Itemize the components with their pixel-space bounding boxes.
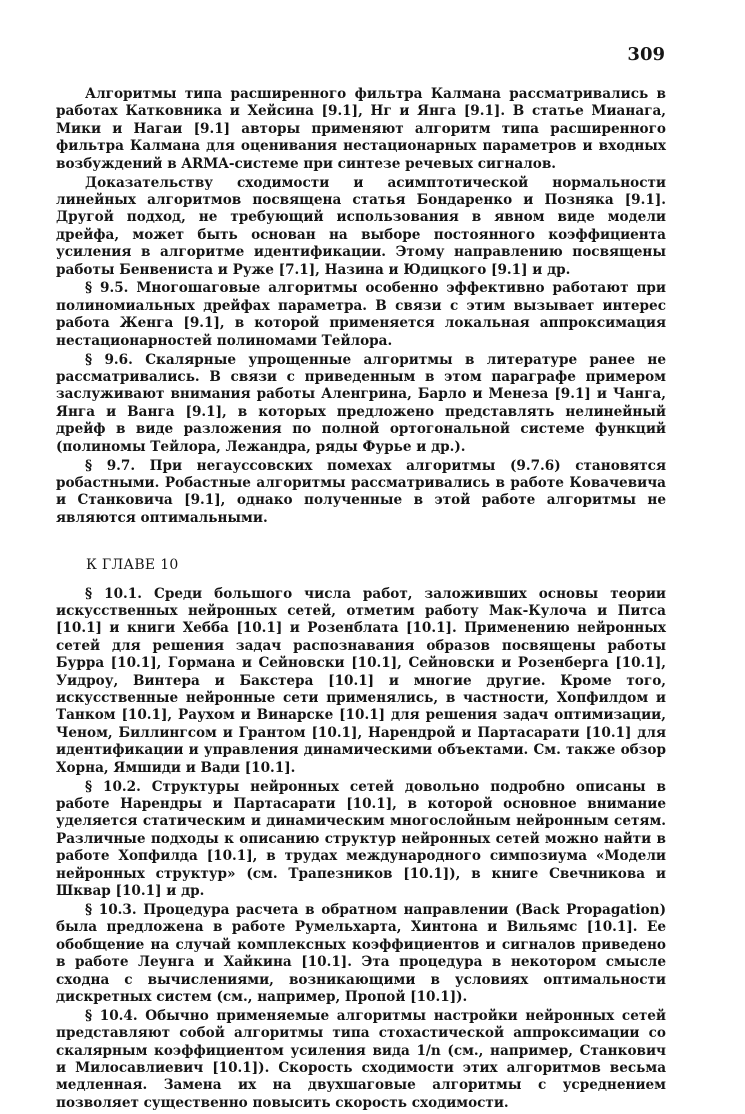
paragraph: [56, 352, 666, 456]
paragraph: [56, 779, 666, 901]
section-marker: § 9.6.: [85, 351, 133, 368]
paragraph-text: Многошаговые алгоритмы особенно эффективно работают при полиномиальных дрейфах параметра. В связи с этим вызывает интерес работа Женга [9.1], в которой применяется локальная аппроксимация нестационарностей полиномами Тейлора.: [56, 280, 666, 349]
paragraph-text: При негауссовских помехах алгоритмы (9.7.6) становятся робастными. Робастные алгоритмы рассматривались в работе Ковачевича и Станковича [9.1], однако полученные в этой работе алгоритмы не являются оптимальными.: [56, 457, 666, 526]
section-marker: § 10.2.: [85, 778, 141, 795]
paragraph: [56, 902, 666, 1006]
section-marker: § 9.5.: [85, 280, 129, 297]
paragraph: [56, 458, 666, 528]
page-text: [56, 86, 666, 1114]
paragraph-text: Обычно применяемые алгоритмы настройки нейронных сетей представляют собой алгоритмы типа стохастической аппроксимации со скалярным коэффициентом усиления вида 1/n (см., например, Станкович и Милосавлиевич [10.1]). Скорость сходимости этих алгоритмов весьма медленная. Замена их на двухшаговые алгоритмы с усреднением позволяет существенно повысить скорость сходимости.: [56, 1007, 666, 1111]
paragraph-text: Структуры нейронных сетей довольно подробно описаны в работе Нарендры и Партасарати [10.1], в которой основное внимание уделяется статическим и динамическим многослойным нейронным сетям. Различные подходы к описанию структур нейронных сетей можно найти в работе Хопфилда [10.1], в трудах международного симпозиума «Модели нейронных структур» (см. Трапезников [10.1]), в книге Свечникова и Шквар [10.1] и др.: [56, 778, 666, 899]
paragraph-text: Среди большого числа работ, заложивших основы теории искусственных нейронных сетей, отметим работу Мак-Кулоча и Питса [10.1] и книги Хебба [10.1] и Розенблата [10.1]. Применению нейронных сетей для решения задач распознавания образов посвящены работы Бурра [10.1], Гормана и Сейновски [10.1], Сейновски и Розенберга [10.1], Уидроу, Винтера и Бакстера [10.1] и многие другие. Кроме того, искусственные нейронные сети применялись, в частности, Хопфилдом и Танком [10.1], Раухом и Винарске [10.1] для решения задач оптимизации, Ченом, Биллингсом и Грантом [10.1], Нарендрой и Партасарати [10.1] для идентификации и управления динамическими объектами. См. также обзор Хорна, Ямшиди и Вади [10.1].: [56, 585, 667, 776]
paragraph: [56, 1008, 666, 1112]
section-marker: § 9.7.: [85, 457, 136, 474]
page-number: 309: [627, 44, 665, 65]
paragraph: [56, 586, 666, 777]
section-marker: § 10.3.: [85, 901, 137, 918]
paragraph: [56, 280, 666, 350]
section-marker: § 10.4.: [85, 1007, 138, 1024]
chapter-heading: К ГЛАВЕ 10: [86, 557, 179, 574]
paragraph-text: Процедура расчета в обратном направлении (Back Propagation) была предложена в работе Румельхарта, Хинтона и Вильямс [10.1]. Ее обобщение на случай комплексных коэффициентов и сигналов приведено в работе Леунга и Хайкина [10.1]. Эта процедура в некотором смысле сходна с вычислениями, возникающими в условиях оптимальности дискретных систем (см., например, Пропой [10.1]).: [56, 901, 666, 1005]
section-marker: § 10.1.: [85, 585, 142, 602]
paragraph-text: Скалярные упрощенные алгоритмы в литературе ранее не рассматривались. В связи с приведенным в этом параграфе примером заслуживают внимания работы Аленгрина, Барло и Менеза [9.1] и Чанга, Янга и Ванга [9.1], в которых предложено представлять нелинейный дрейф в виде разложения по полной ортогональной системе функций (полиномы Тейлора, Лежандра, ряды Фурье и др.).: [56, 351, 666, 455]
paragraph: Доказательству сходимости и асимптотической нормальности линейных алгоритмов посвящена статья Бондаренко и Позняка [9.1]. Другой подход, не требующий использования в явном виде модели дрейфа, может быть основан на выборе постоянного коэффициента усиления в алгоритме идентификации. Этому направлению посвящены работы Бенвениста и Руже [7.1], Назина и Юдицкого [9.1] и др.: [56, 174, 666, 278]
paragraph: Алгоритмы типа расширенного фильтра Калмана рассматривались в работах Катковника и Хейсина [9.1], Нг и Янга [9.1]. В статье Мианага, Мики и Нагаи [9.1] авторы применяют алгоритм типа расширенного фильтра Калмана для оценивания нестационарных параметров и входных возбуждений в ARMA-системе при синтезе речевых сигналов.: [56, 86, 666, 172]
